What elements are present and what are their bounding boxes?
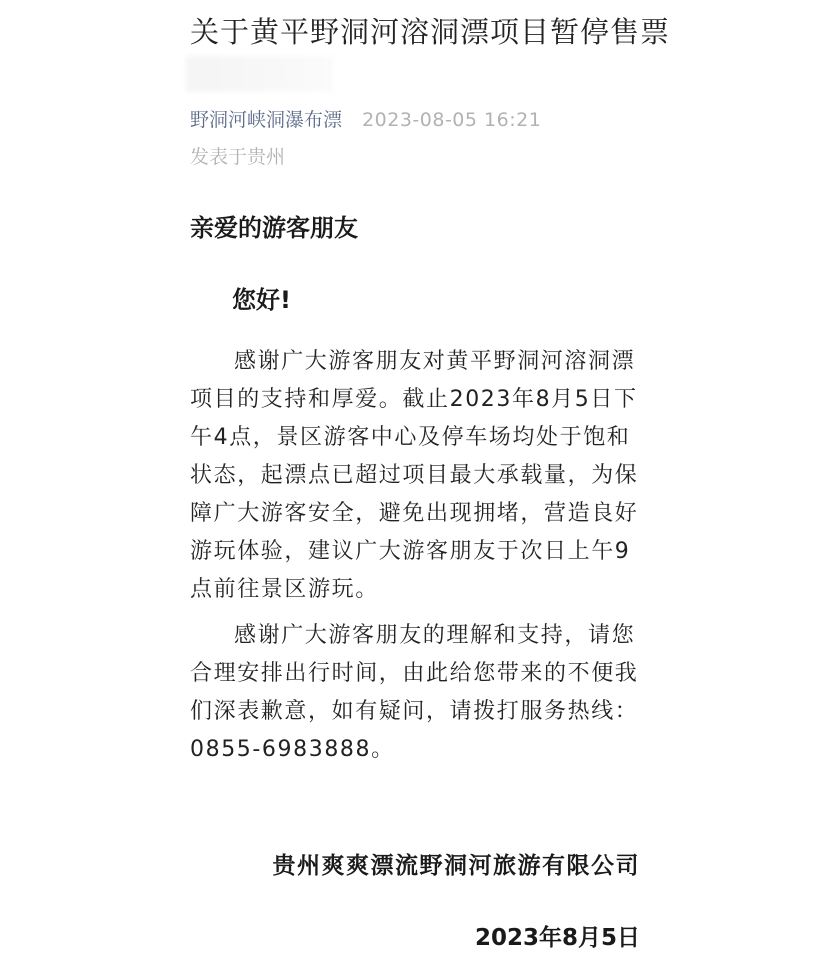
salutation: 亲爱的游客朋友 [190,214,358,242]
article-title: 关于黄平野洞河溶洞漂项目暂停售票 [190,15,671,49]
signature-company: 贵州爽爽漂流野洞河旅游有限公司 [272,853,640,879]
publish-location: 发表于贵州 [190,146,286,168]
article-meta [190,106,541,134]
greeting: 您好! [232,286,291,314]
body-paragraph: 感谢广大游客朋友对黄平野洞河溶洞漂项目的支持和厚爱。截止2023年8月5日下午4点，景区游客中心及停车场均处于饱和状态，起漂点已超过项目最大承载量，为保障广大游客安全，避免出现拥堵，营造良好游玩体验，建议广大游客朋友于次日上午9点前往景区游玩。 [190,349,639,602]
publish-time: 2023-08-05 16:21 [362,109,542,131]
signature-date: 2023年8月5日 [474,925,640,951]
blurred-region [186,56,334,92]
account-name-link[interactable]: 野洞河峡洞瀑布漂 [190,109,343,131]
body-paragraph: 感谢广大游客朋友的理解和支持，请您合理安排出行时间，由此给您带来的不便我们深表歉意，如有疑问，请拨打服务热线：0855-6983888。 [190,623,639,762]
